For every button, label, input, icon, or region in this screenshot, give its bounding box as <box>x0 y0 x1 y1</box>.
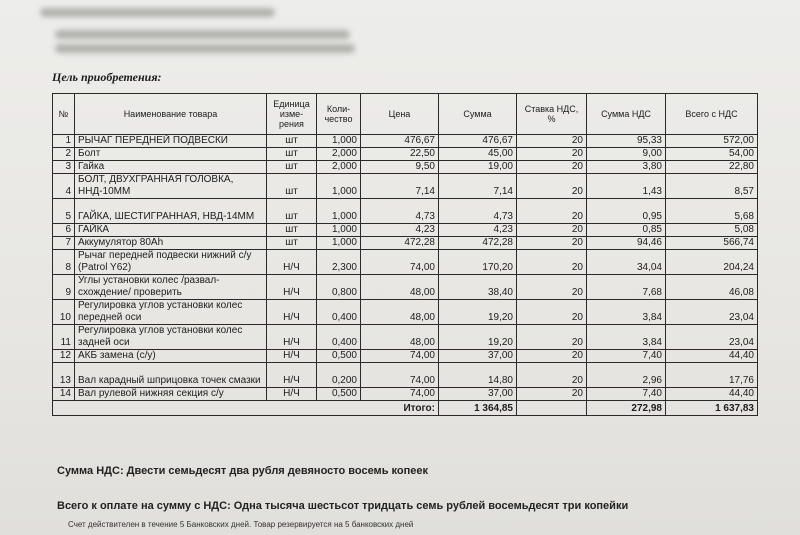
cell-total: 5,68 <box>666 199 758 224</box>
cell-sum: 37,00 <box>439 350 517 363</box>
col-vat-rate: Ставка НДС, % <box>517 94 587 135</box>
cell-total: 566,74 <box>666 237 758 250</box>
cell-price: 48,00 <box>361 275 439 300</box>
cell-unit: Н/Ч <box>267 388 317 401</box>
cell-total: 22,80 <box>666 161 758 174</box>
cell-vat-sum: 9,00 <box>587 148 666 161</box>
cell-total: 44,40 <box>666 388 758 401</box>
totals-total: 1 637,83 <box>666 401 758 416</box>
cell-price: 7,14 <box>361 174 439 199</box>
header-row <box>53 94 758 135</box>
cell-no: 7 <box>53 237 75 250</box>
cell-vat-sum: 7,40 <box>587 388 666 401</box>
cell-qty: 2,000 <box>317 161 361 174</box>
cell-vat-sum: 94,46 <box>587 237 666 250</box>
table-row <box>53 199 758 224</box>
cell-sum: 45,00 <box>439 148 517 161</box>
cell-vat-rate: 20 <box>517 224 587 237</box>
cell-total: 8,57 <box>666 174 758 199</box>
cell-name: ГАЙКА, ШЕСТИГРАННАЯ, НВД-14ММ <box>75 199 267 224</box>
cell-vat-rate: 20 <box>517 350 587 363</box>
cell-name: Вал карадный шприцовка точек смазки <box>75 363 267 388</box>
cell-vat-sum: 95,33 <box>587 135 666 148</box>
cell-sum: 476,67 <box>439 135 517 148</box>
cell-no: 8 <box>53 250 75 275</box>
table-row <box>53 174 758 199</box>
cell-vat-rate: 20 <box>517 148 587 161</box>
cell-vat-rate: 20 <box>517 363 587 388</box>
cell-qty: 1,000 <box>317 174 361 199</box>
cell-sum: 14,80 <box>439 363 517 388</box>
purpose-label: Цель приобретения: <box>52 70 162 84</box>
cell-unit: шт <box>267 199 317 224</box>
cell-total: 23,04 <box>666 325 758 350</box>
cell-sum: 38,40 <box>439 275 517 300</box>
cell-vat-sum: 7,68 <box>587 275 666 300</box>
cell-unit: шт <box>267 237 317 250</box>
table-row <box>53 135 758 148</box>
cell-vat-sum: 34,04 <box>587 250 666 275</box>
cell-sum: 4,73 <box>439 199 517 224</box>
col-unit: Единица изме- рения <box>267 94 317 135</box>
cell-name: Аккумулятор 80Ah <box>75 237 267 250</box>
cell-no: 3 <box>53 161 75 174</box>
cell-vat-rate: 20 <box>517 300 587 325</box>
cell-no: 4 <box>53 174 75 199</box>
cell-unit: Н/Ч <box>267 350 317 363</box>
redacted-header-line <box>40 8 275 17</box>
cell-sum: 4,23 <box>439 224 517 237</box>
cell-total: 44,40 <box>666 350 758 363</box>
cell-name: АКБ замена (с/у) <box>75 350 267 363</box>
cell-price: 74,00 <box>361 363 439 388</box>
cell-price: 4,73 <box>361 199 439 224</box>
cell-vat-rate: 20 <box>517 199 587 224</box>
cell-sum: 19,00 <box>439 161 517 174</box>
redacted-header-line <box>55 30 350 39</box>
cell-unit: Н/Ч <box>267 300 317 325</box>
cell-sum: 19,20 <box>439 300 517 325</box>
cell-qty: 0,500 <box>317 388 361 401</box>
footnote: Счет действителен в течение 5 Банковских дней. Товар резервируется на 5 банковских дней <box>68 520 414 529</box>
totals-vat-sum: 272,98 <box>587 401 666 416</box>
cell-qty: 0,800 <box>317 275 361 300</box>
cell-vat-sum: 1,43 <box>587 174 666 199</box>
cell-qty: 0,200 <box>317 363 361 388</box>
cell-vat-sum: 0,85 <box>587 224 666 237</box>
cell-name: Углы установки колес /развал-схождение/ проверить <box>75 275 267 300</box>
cell-price: 22,50 <box>361 148 439 161</box>
cell-unit: шт <box>267 224 317 237</box>
totals-label: Итого: <box>53 401 439 416</box>
cell-vat-rate: 20 <box>517 275 587 300</box>
cell-qty: 1,000 <box>317 135 361 148</box>
cell-total: 204,24 <box>666 250 758 275</box>
cell-name: Болт <box>75 148 267 161</box>
cell-no: 14 <box>53 388 75 401</box>
col-vat-sum: Сумма НДС <box>587 94 666 135</box>
cell-no: 9 <box>53 275 75 300</box>
cell-total: 17,76 <box>666 363 758 388</box>
cell-qty: 0,400 <box>317 300 361 325</box>
cell-price: 74,00 <box>361 350 439 363</box>
payment-in-words: Всего к оплате на сумму с НДС: Одна тысяча шестьсот тридцать семь рублей восемьдесят три копейки <box>57 500 629 512</box>
table-row <box>53 275 758 300</box>
col-no: № <box>53 94 75 135</box>
vat-in-words: Сумма НДС: Двести семьдесят два рубля девяносто восемь копеек <box>57 465 428 477</box>
table-row <box>53 148 758 161</box>
cell-price: 476,67 <box>361 135 439 148</box>
table-row <box>53 300 758 325</box>
table-row <box>53 161 758 174</box>
cell-vat-sum: 3,84 <box>587 300 666 325</box>
cell-unit: Н/Ч <box>267 363 317 388</box>
cell-vat-rate: 20 <box>517 250 587 275</box>
cell-vat-sum: 0,95 <box>587 199 666 224</box>
cell-unit: шт <box>267 161 317 174</box>
table-row <box>53 224 758 237</box>
col-qty: Коли- чество <box>317 94 361 135</box>
cell-total: 5,08 <box>666 224 758 237</box>
cell-total: 572,00 <box>666 135 758 148</box>
cell-sum: 19,20 <box>439 325 517 350</box>
col-name: Наименование товара <box>75 94 267 135</box>
cell-qty: 2,300 <box>317 250 361 275</box>
cell-unit: шт <box>267 148 317 161</box>
cell-sum: 170,20 <box>439 250 517 275</box>
cell-price: 9,50 <box>361 161 439 174</box>
cell-price: 74,00 <box>361 388 439 401</box>
totals-sum: 1 364,85 <box>439 401 517 416</box>
cell-no: 13 <box>53 363 75 388</box>
cell-no: 2 <box>53 148 75 161</box>
cell-name: БОЛТ, ДВУХГРАННАЯ ГОЛОВКА, ННД-10ММ <box>75 174 267 199</box>
cell-qty: 1,000 <box>317 199 361 224</box>
cell-vat-rate: 20 <box>517 325 587 350</box>
cell-name: Вал рулевой нижняя секция с/у <box>75 388 267 401</box>
cell-vat-sum: 2,96 <box>587 363 666 388</box>
cell-sum: 37,00 <box>439 388 517 401</box>
table-row <box>53 388 758 401</box>
col-price: Цена <box>361 94 439 135</box>
cell-name: Рычаг передней подвески нижний с/у (Patrol Y62) <box>75 250 267 275</box>
cell-unit: Н/Ч <box>267 250 317 275</box>
table-row <box>53 237 758 250</box>
cell-vat-rate: 20 <box>517 388 587 401</box>
redacted-header-line <box>55 44 355 53</box>
cell-vat-rate: 20 <box>517 237 587 250</box>
cell-unit: Н/Ч <box>267 275 317 300</box>
cell-total: 23,04 <box>666 300 758 325</box>
cell-qty: 0,400 <box>317 325 361 350</box>
cell-unit: шт <box>267 135 317 148</box>
cell-name: Регулировка углов установки колес задней оси <box>75 325 267 350</box>
cell-unit: Н/Ч <box>267 325 317 350</box>
cell-price: 74,00 <box>361 250 439 275</box>
cell-no: 12 <box>53 350 75 363</box>
cell-total: 46,08 <box>666 275 758 300</box>
table-row <box>53 350 758 363</box>
cell-vat-sum: 7,40 <box>587 350 666 363</box>
cell-vat-sum: 3,80 <box>587 161 666 174</box>
cell-qty: 1,000 <box>317 237 361 250</box>
col-sum: Сумма <box>439 94 517 135</box>
table-row <box>53 363 758 388</box>
cell-price: 48,00 <box>361 300 439 325</box>
cell-name: РЫЧАГ ПЕРЕДНЕЙ ПОДВЕСКИ <box>75 135 267 148</box>
cell-qty: 1,000 <box>317 224 361 237</box>
cell-vat-rate: 20 <box>517 161 587 174</box>
cell-price: 4,23 <box>361 224 439 237</box>
cell-name: Гайка <box>75 161 267 174</box>
cell-name: ГАЙКА <box>75 224 267 237</box>
cell-vat-rate: 20 <box>517 174 587 199</box>
cell-sum: 7,14 <box>439 174 517 199</box>
col-total: Всего с НДС <box>666 94 758 135</box>
cell-no: 5 <box>53 199 75 224</box>
cell-no: 10 <box>53 300 75 325</box>
cell-no: 6 <box>53 224 75 237</box>
cell-price: 472,28 <box>361 237 439 250</box>
cell-qty: 0,500 <box>317 350 361 363</box>
cell-vat-sum: 3,84 <box>587 325 666 350</box>
cell-sum: 472,28 <box>439 237 517 250</box>
cell-no: 1 <box>53 135 75 148</box>
table-row <box>53 250 758 275</box>
cell-name: Регулировка углов установки колес передней оси <box>75 300 267 325</box>
table-row <box>53 325 758 350</box>
cell-total: 54,00 <box>666 148 758 161</box>
cell-no: 11 <box>53 325 75 350</box>
invoice-table <box>52 93 758 416</box>
totals-vat-rate-empty <box>517 401 587 416</box>
totals-row <box>53 401 758 416</box>
cell-vat-rate: 20 <box>517 135 587 148</box>
cell-unit: шт <box>267 174 317 199</box>
cell-qty: 2,000 <box>317 148 361 161</box>
cell-price: 48,00 <box>361 325 439 350</box>
